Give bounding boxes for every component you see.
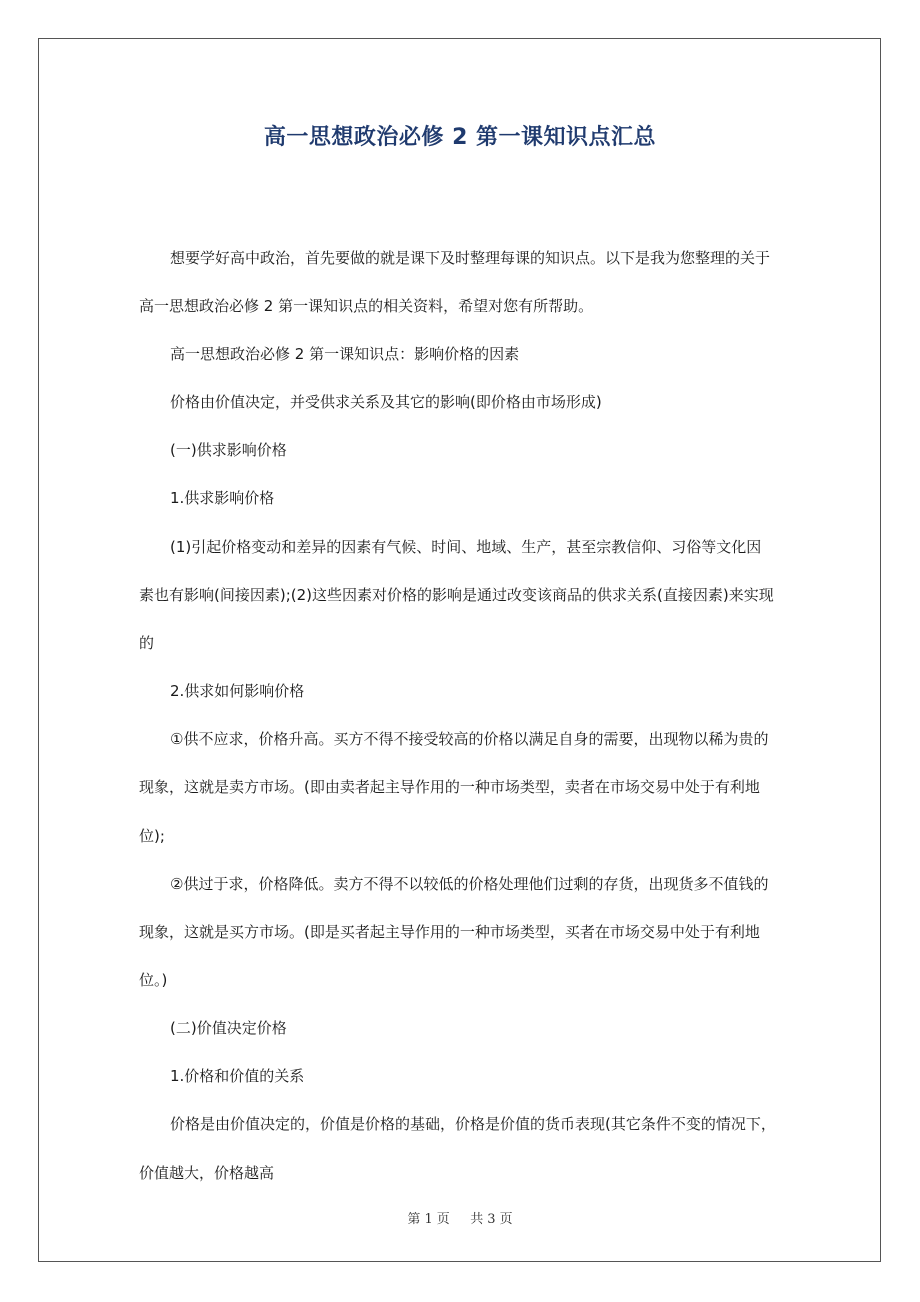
paragraph-line: 的 [139, 634, 155, 652]
page-border [38, 38, 881, 1262]
subsection-heading: 2.供求如何影响价格 [170, 682, 305, 700]
subsection-heading: 1.价格和价值的关系 [170, 1067, 305, 1085]
paragraph-line: 现象，这就是买方市场。(即是买者起主导作用的一种市场类型，买者在市场交易中处于有利地 [139, 923, 760, 941]
paragraph-line: ②供过于求，价格降低。卖方不得不以较低的价格处理他们过剩的存货，出现货多不值钱的 [170, 875, 769, 893]
page-footer [0, 1208, 920, 1227]
paragraph-line: ①供不应求，价格升高。买方不得不接受较高的价格以满足自身的需要，出现物以稀为贵的 [170, 730, 769, 748]
footer-total-prefix: 共 [470, 1212, 484, 1227]
paragraph-line: (1)引起价格变动和差异的因素有气候、时间、地域、生产，甚至宗教信仰、习俗等文化因 [170, 538, 762, 556]
paragraph-line: 高一思想政治必修 2 第一课知识点的相关资料，希望对您有所帮助。 [139, 297, 594, 315]
paragraph-line: 价格由价值决定，并受供求关系及其它的影响(即价格由市场形成) [170, 393, 602, 411]
section-heading: (二)价值决定价格 [170, 1019, 287, 1037]
paragraph-line: 素也有影响(间接因素);(2)这些因素对价格的影响是通过改变该商品的供求关系(直接因素)来实现 [139, 586, 774, 604]
footer-page-total: 3 [487, 1212, 496, 1227]
paragraph-line: 想要学好高中政治，首先要做的就是课下及时整理每课的知识点。以下是我为您整理的关于 [170, 249, 771, 267]
paragraph-line: 位。) [139, 971, 168, 989]
paragraph-line: 价格是由价值决定的，价值是价格的基础，价格是价值的货币表现(其它条件不变的情况下， [170, 1115, 776, 1133]
section-heading: (一)供求影响价格 [170, 441, 287, 459]
paragraph-line: 价值越大，价格越高 [139, 1164, 275, 1182]
paragraph-line: 现象，这就是卖方市场。(即由卖者起主导作用的一种市场类型，卖者在市场交易中处于有利地 [139, 778, 760, 796]
footer-page-current: 1 [424, 1212, 433, 1227]
footer-page-prefix: 第 [407, 1212, 421, 1227]
subsection-heading: 1.供求影响价格 [170, 489, 275, 507]
footer-page-suffix: 页 [436, 1212, 450, 1227]
paragraph-line: 位); [139, 827, 165, 845]
footer-total-suffix: 页 [499, 1212, 513, 1227]
paragraph-line: 高一思想政治必修 2 第一课知识点：影响价格的因素 [170, 345, 520, 363]
document-title: 高一思想政治必修 2 第一课知识点汇总 [263, 125, 657, 150]
